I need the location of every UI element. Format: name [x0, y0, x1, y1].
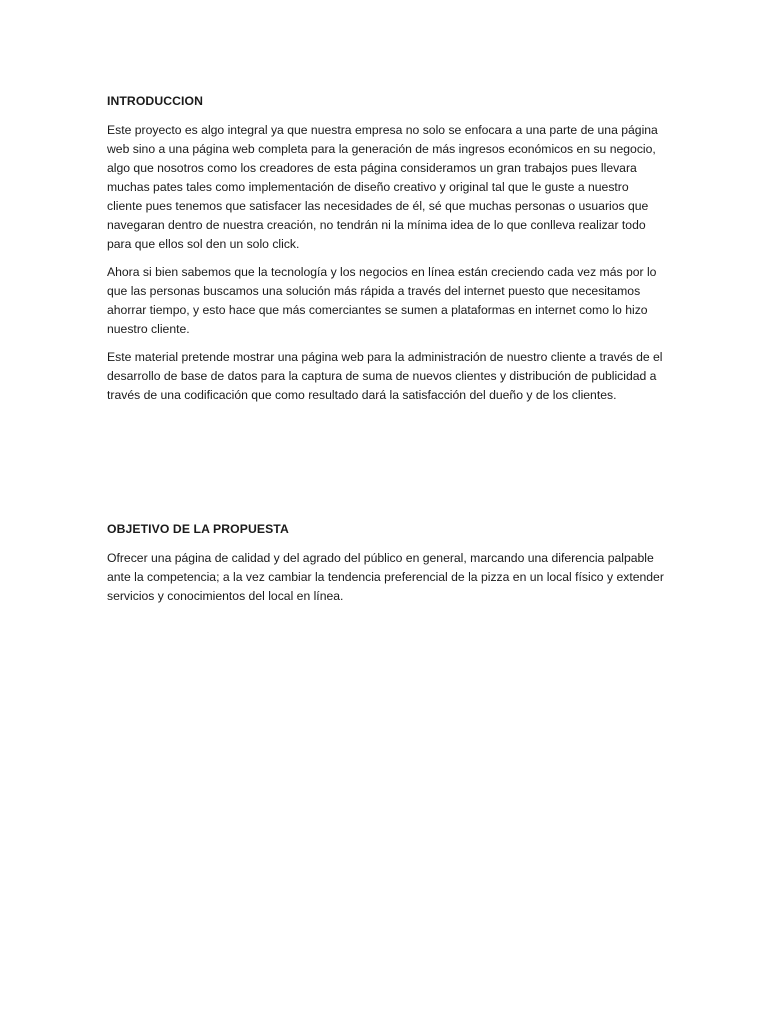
introduccion-paragraph-2: Ahora si bien sabemos que la tecnología y los negocios en línea están creciendo cada vez más por lo que las personas buscamos una solución más rápida a través del internet puesto que necesitamos ahorrar tiempo, y esto hace que más comerciantes se sumen a plataformas en internet como lo hizo nuestro cliente.: [107, 265, 657, 336]
objetivo-section: [107, 520, 667, 615]
introduccion-heading: INTRODUCCION: [107, 94, 203, 108]
objetivo-paragraph-1: Ofrecer una página de calidad y del agrado del público en general, marcando una diferencia palpable ante la competencia; a la vez cambiar la tendencia preferencial de la pizza en un local físico y extender servicios y conocimientos del local en línea.: [107, 551, 664, 603]
introduccion-paragraph-1: Este proyecto es algo integral ya que nuestra empresa no solo se enfocara a una parte de una página web sino a una página web completa para la generación de más ingresos económicos en su negocio, algo que nosotros como los creadores de esta página consideramos un gran trabajos pues llevara muchas pates tales como implementación de diseño creativo y original tal que le guste a nuestro cliente pues tenemos que satisfacer las necesidades de él, sé que muchas personas o usuarios que navegaran dentro de nuestra creación, no tendrán ni la mínima idea de lo que conlleva realizar todo para que ellos sol den un solo click.: [107, 123, 658, 251]
introduccion-paragraph-3: Este material pretende mostrar una página web para la administración de nuestro cliente a través de el desarrollo de base de datos para la captura de suma de nuevos clientes y distribución de publicidad a través de una codificación que como resultado dará la satisfacción del dueño y de los clientes.: [107, 350, 663, 402]
objetivo-heading: OBJETIVO DE LA PROPUESTA: [107, 522, 289, 536]
introduccion-section: [107, 92, 667, 414]
